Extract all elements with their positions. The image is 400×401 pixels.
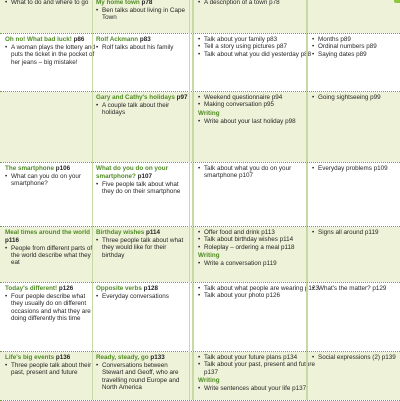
listening-cell: [95, 283, 190, 351]
list-item: • Tell a story using pictures p87: [198, 43, 320, 50]
section-title-text: Birthday wishes: [96, 229, 145, 236]
section-title: [96, 285, 190, 293]
list-item: • Roleplay – ordering a meal p118: [198, 244, 320, 251]
page-reference: p116: [5, 236, 20, 244]
list-item: • Social expressions (2) p139: [312, 354, 400, 361]
section-title: [96, 165, 190, 181]
section-title: [96, 36, 190, 44]
everyday-english-cell: [306, 227, 400, 282]
table-row: [0, 0, 400, 33]
speaking-cell: [192, 92, 320, 162]
page-reference: p97: [176, 94, 188, 101]
list-item: • Ordinal numbers p89: [312, 43, 400, 50]
page-reference: p136: [55, 354, 71, 361]
table-row: [0, 352, 400, 400]
list-item: • Going sightseeing p99: [312, 94, 400, 101]
list-item: • Everyday conversations: [96, 293, 190, 300]
page-reference: p114: [146, 229, 161, 236]
writing-subheading: Writing: [198, 109, 220, 117]
reading-cell: [0, 283, 97, 351]
list-item: • Talk about what people are wearing p123: [198, 285, 320, 292]
list-item: • Signs all around p119: [312, 229, 400, 236]
section-title: [96, 0, 190, 7]
speaking-cell: [192, 227, 320, 282]
section-title: [5, 354, 97, 362]
list-item: • Offer food and drink p113: [198, 229, 320, 236]
page-reference: p78: [141, 0, 153, 6]
section-title-text: Opposite verbs: [96, 285, 142, 292]
reading-cell: [0, 163, 97, 226]
list-item: • Five people talk about what they do on their smartphone: [96, 181, 190, 196]
page-reference: p86: [73, 36, 85, 43]
list-item: • What to do and where to go: [5, 0, 97, 6]
section-title: [96, 229, 190, 237]
column-divider: [189, 0, 190, 400]
table-row: [0, 283, 400, 351]
section-title: [5, 229, 97, 245]
list-item: • A woman plays the lottery and puts the ticket in the pocket of her jeans – big mistake!: [5, 44, 97, 66]
reading-cell: [0, 0, 97, 33]
list-item: • Four people describe what they usually do on different occasions and what they are doing differently this time: [5, 293, 97, 323]
list-item: • Three people talk about what they would like for their birthday: [96, 237, 190, 259]
reading-cell: [0, 352, 97, 400]
section-title-text: Oh no! What bad luck!: [5, 36, 72, 43]
list-item: • Conversations between Stewart and Geoff, who are travelling round Europe and North America: [96, 362, 190, 392]
section-title: [96, 354, 190, 362]
listening-cell: [95, 352, 190, 400]
list-item: • Talk about what you did yesterday p88: [198, 51, 320, 58]
page-reference: p83: [139, 36, 151, 43]
section-title: [96, 94, 190, 102]
list-item: • Making conversation p95: [198, 101, 320, 108]
list-item: • A couple talk about their holidays: [96, 102, 190, 117]
section-title-text: Gary and Cathy's holidays: [96, 94, 175, 101]
everyday-english-cell: [306, 352, 400, 400]
speaking-cell: [192, 0, 320, 33]
writing-subheading: Writing: [198, 252, 220, 260]
list-item: • Talk about birthday wishes p114: [198, 236, 320, 243]
column-divider: [306, 0, 307, 400]
section-title-text: Today's different!: [5, 285, 58, 292]
everyday-english-cell: [306, 283, 400, 351]
listening-cell: [95, 163, 190, 226]
listening-cell: [95, 92, 190, 162]
list-item: • Write sentences about your life p137: [198, 385, 320, 392]
section-title-text: Life's big events: [5, 354, 55, 361]
speaking-cell: [192, 352, 320, 400]
everyday-english-cell: [306, 0, 400, 33]
page-reference: p126: [58, 285, 74, 292]
table-row: [0, 163, 400, 226]
section-title-text: The smartphone: [5, 165, 54, 172]
list-item: • Talk about your past, present and future p137: [198, 361, 320, 376]
section-title-text: What do you do on your smartphone?: [96, 165, 169, 180]
page-reference: p128: [143, 285, 158, 292]
list-item: • What's the matter? p129: [312, 285, 400, 292]
list-item: • Talk about your photo p126: [198, 292, 320, 299]
page-reference: p106: [55, 165, 71, 172]
column-divider: [92, 0, 93, 400]
list-item: • People from different parts of the world describe what they eat: [5, 245, 97, 267]
list-item: • Everyday problems p109: [312, 165, 400, 172]
list-item: • Months p89: [312, 36, 400, 43]
listening-cell: [95, 0, 190, 33]
list-item: • Saying dates p89: [312, 51, 400, 58]
list-item: • Weekend questionnaire p94: [198, 94, 320, 101]
list-item: • Talk about what you do on your smartphone p107: [198, 165, 320, 180]
reading-cell: [0, 34, 97, 91]
section-title-text: My home town: [96, 0, 140, 6]
section-title-text: Rolf Ackmann: [96, 36, 139, 43]
list-item: • What can you do on your smartphone?: [5, 173, 97, 188]
list-item: • Three people talk about their past, present and future: [5, 362, 97, 377]
table-row: [0, 34, 400, 91]
section-title-text: Ready, steady, go: [96, 354, 149, 361]
list-item: • Rolf talks about his family: [96, 44, 190, 51]
list-item: • Ben talks about living in Cape Town: [96, 7, 190, 22]
page-tab-marker: [394, 0, 400, 3]
listening-cell: [95, 34, 190, 91]
speaking-cell: [192, 283, 320, 351]
table-row: [0, 227, 400, 282]
speaking-cell: [192, 34, 320, 91]
writing-subheading: Writing: [198, 377, 220, 385]
list-item: • A description of a town p78: [198, 0, 320, 6]
speaking-cell: [192, 163, 320, 226]
list-item: • Talk about your family p83: [198, 36, 320, 43]
page-reference: p107: [137, 172, 152, 180]
reading-cell: [0, 92, 97, 162]
table-row: [0, 92, 400, 162]
everyday-english-cell: [306, 163, 400, 226]
section-title-text: Meal times around the world: [5, 229, 91, 236]
section-title: [5, 36, 97, 44]
everyday-english-cell: [306, 92, 400, 162]
everyday-english-cell: [306, 34, 400, 91]
list-item: • Write a conversation p119: [198, 260, 320, 267]
listening-cell: [95, 227, 190, 282]
section-title: [5, 285, 97, 293]
reading-cell: [0, 227, 97, 282]
list-item: • Write about your last holiday p98: [198, 118, 320, 125]
list-item: • Talk about your future plans p134: [198, 354, 320, 361]
section-title: [5, 165, 97, 173]
page-reference: p133: [150, 354, 165, 361]
